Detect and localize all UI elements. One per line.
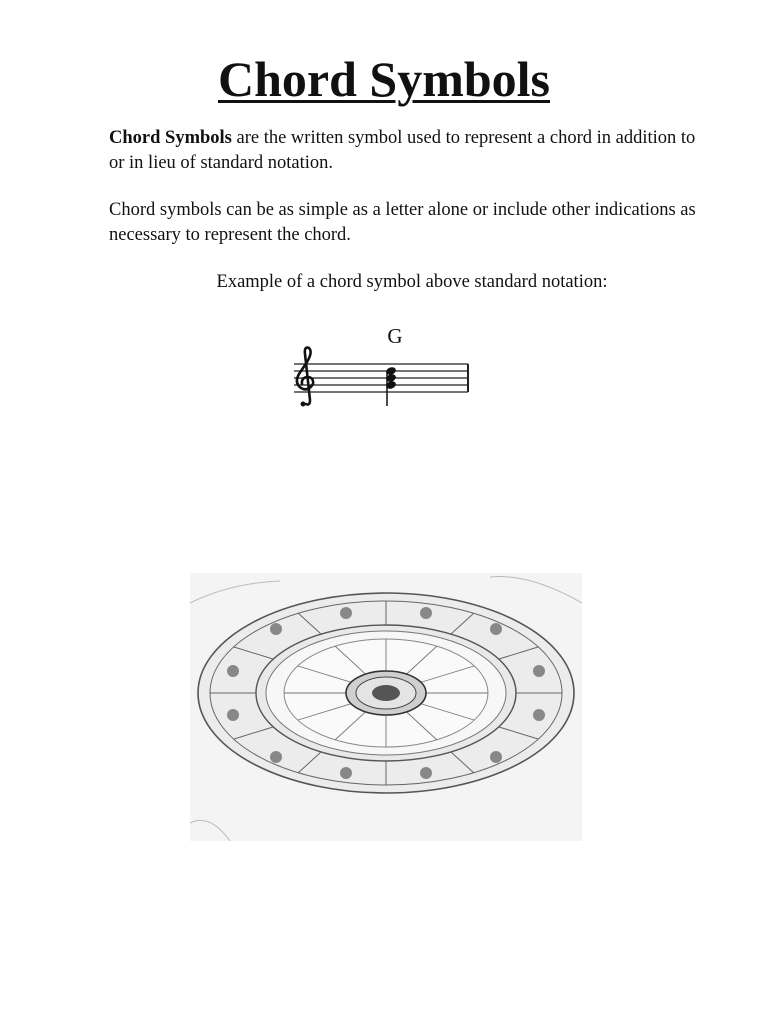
example-caption: Example of a chord symbol above standard notation: bbox=[216, 272, 608, 292]
treble-clef-icon bbox=[297, 348, 313, 407]
chord-symbol-label: G bbox=[387, 324, 403, 348]
term-chord-symbols: Chord Symbols bbox=[109, 128, 232, 148]
page-title: Chord Symbols bbox=[217, 51, 551, 107]
paragraph-description: Chord symbols can be as simple as a letter alone or include other indications as necessary to represent the chord. bbox=[109, 200, 696, 245]
music-notation-example bbox=[290, 322, 480, 412]
staff-lines bbox=[294, 364, 468, 392]
definition-text: are the written symbol used to represent a chord in addition to or in lieu of standard notation. bbox=[109, 128, 696, 173]
paragraph-definition bbox=[109, 126, 699, 176]
zodiac-wheel-photo bbox=[190, 573, 582, 841]
